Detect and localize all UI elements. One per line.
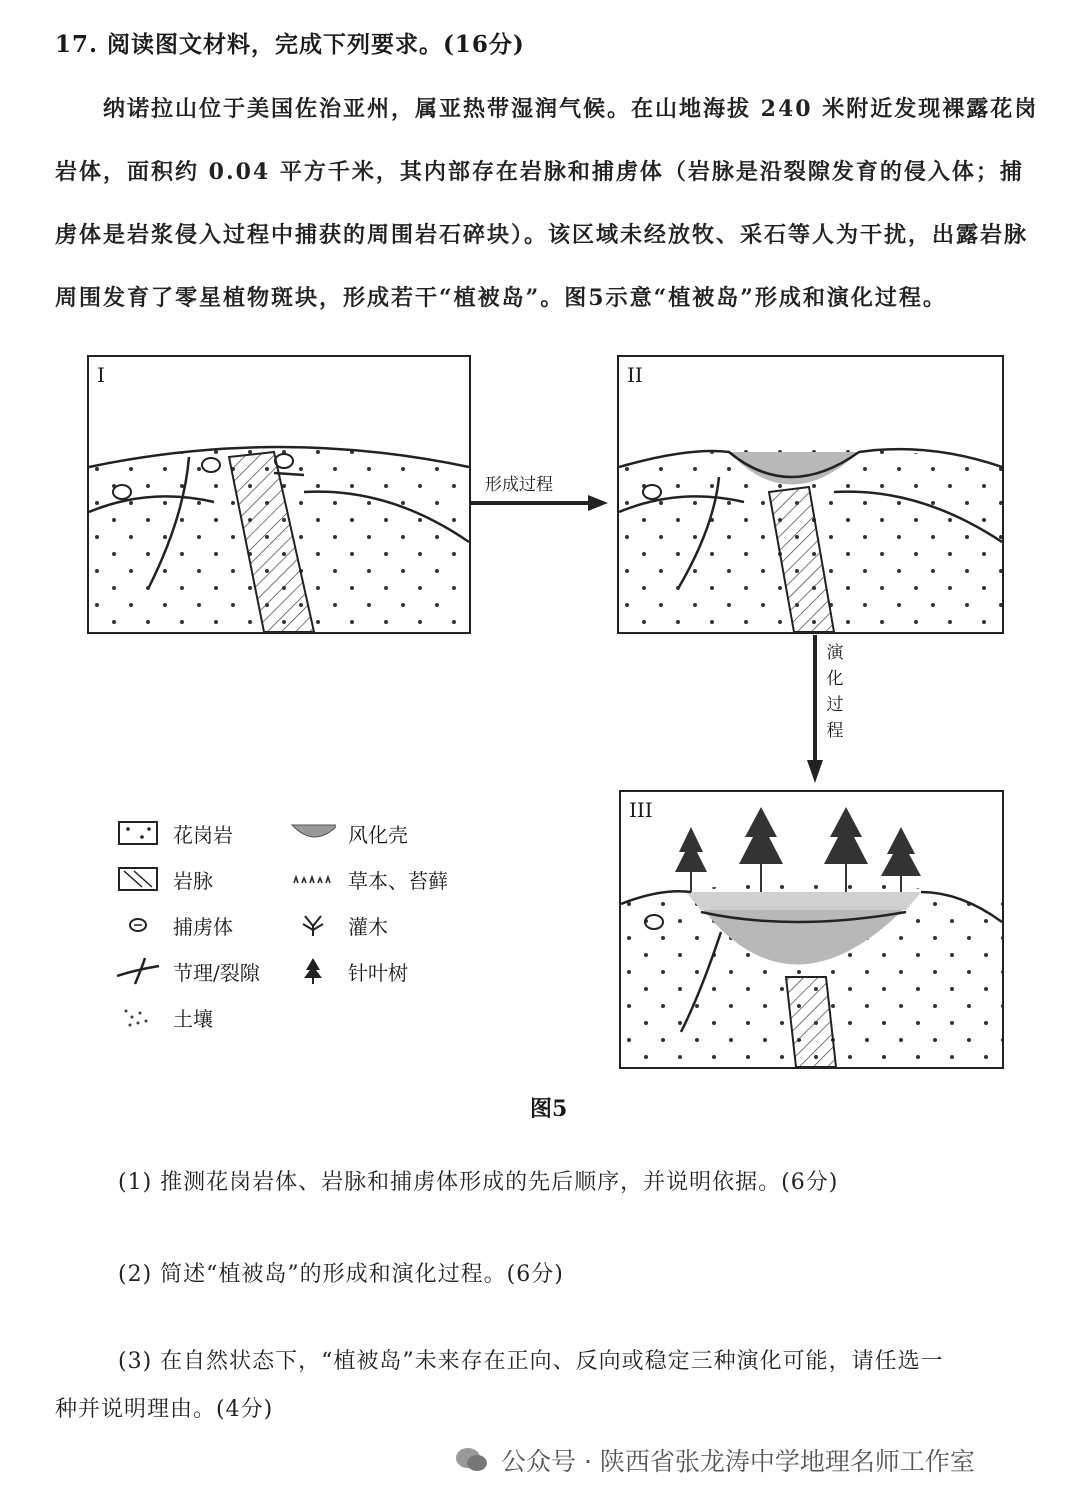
legend [115,810,535,1040]
panel-2-label: II [627,363,643,387]
panel-1 [87,355,471,634]
subquestion-1: (1) 推测花岗岩体、岩脉和捕虏体形成的先后顺序，并说明依据。(6分) [118,1170,839,1195]
legend-item-soil: 土壤 [115,1002,213,1032]
granite-icon [115,818,161,848]
formation-arrow-label: 形成过程 [485,475,553,495]
evolution-arrow-label: 演化过程 [826,643,844,741]
soil-icon [115,1002,161,1032]
legend-item-joint: 节理/裂隙 [115,956,260,986]
conifer-icon [290,956,336,986]
joint-icon [115,956,161,986]
legend-item-granite: 花岗岩 [115,818,233,848]
question-paragraph: 纳诺拉山位于美国佐治亚州，属亚热带湿润气候。在山地海拔 240 米附近发现裸露花岗岩体，面积约 0.04 平方千米，其内部存在岩脉和捕虏体（岩脉是沿裂隙发育的侵入体；捕虏体是岩浆侵入过程中捕获的周围岩石碎块）。该区域未经放牧、采石等人为干扰，出露岩脉周围发育了零星植物斑块，形成若干“植被岛”。图5示意“植被岛”形成和演化过程。 [55,96,1039,311]
dike-icon [115,864,161,894]
panel-2 [617,355,1004,634]
question-title: 17. 阅读图文材料，完成下列要求。(16分) [55,31,525,58]
weathering-crust-icon [290,818,336,848]
legend-item-weathering-crust: 风化壳 [290,818,408,848]
footer-watermark [455,1442,975,1478]
xenolith-icon [115,910,161,940]
panel-1-label: I [97,363,105,387]
subquestion-3-line-1: (3) 在自然状态下，“植被岛”未来存在正向、反向或稳定三种演化可能，请任选一 [118,1349,944,1374]
legend-item-conifer: 针叶树 [290,956,408,986]
legend-item-shrub: 灌木 [290,910,388,940]
subquestion-3 [55,1338,1048,1434]
panel-3 [619,790,1004,1069]
panel-1-drawing [89,357,469,632]
figure-caption: 图5 [530,1096,568,1122]
legend-item-dike: 岩脉 [115,864,213,894]
grass-moss-icon [290,864,336,894]
panel-3-label: III [629,798,653,822]
legend-item-grass-moss: 草本、苔藓 [290,864,448,894]
panel-3-drawing [621,792,1002,1067]
footer-text: 公众号 · 陕西省张龙涛中学地理名师工作室 [501,1447,975,1476]
wechat-icon [455,1446,489,1474]
panel-2-drawing [619,357,1002,632]
shrub-icon [290,910,336,940]
legend-item-xenolith: 捕虏体 [115,910,233,940]
subquestion-3-line-2: 种并说明理由。(4分) [55,1397,274,1422]
subquestion-2: (2) 简述“植被岛”的形成和演化过程。(6分) [118,1262,564,1287]
